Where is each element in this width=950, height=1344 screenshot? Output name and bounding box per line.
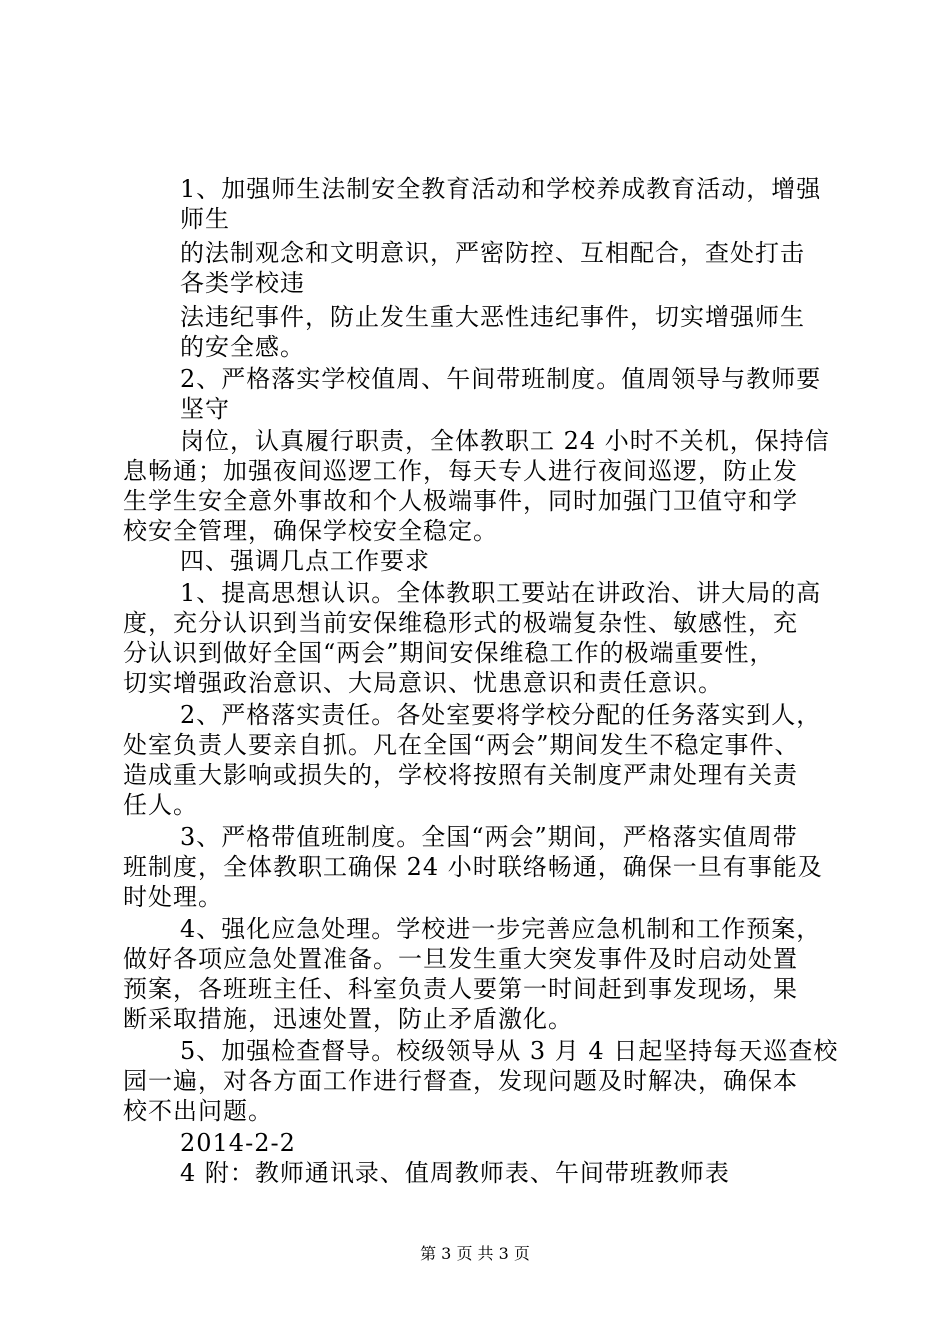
text-line: 度，充分认识到当前安保维稳形式的极端复杂性、敏感性，充 (123, 609, 798, 637)
text-line: 班制度，全体教职工确保 24 小时联络畅通，确保一旦有事能及 (123, 853, 823, 881)
text-line: 3、严格带值班制度。全国“两会”期间，严格落实值周带 (180, 823, 798, 851)
text-line: 4、强化应急处理。学校进一步完善应急机制和工作预案， (180, 915, 822, 943)
text-line: 生学生安全意外事故和个人极端事件，同时加强门卫值守和学 (123, 487, 798, 515)
text-line: 2、严格落实学校值周、午间带班制度。值周领导与教师要 (180, 365, 822, 393)
text-line: 5、加强检查督导。校级领导从 3 月 4 日起坚持每天巡查校 (180, 1037, 839, 1065)
text-line: 分认识到做好全国“两会”期间安保维稳工作的极端重要性， (123, 639, 775, 667)
text-line: 预案，各班班主任、科室负责人要第一时间赶到事发现场，果 (123, 975, 798, 1003)
text-line: 做好各项应急处置准备。一旦发生重大突发事件及时启动处置 (123, 945, 798, 973)
text-line: 校安全管理，确保学校安全稳定。 (123, 517, 498, 545)
text-line: 的法制观念和文明意识，严密防控、互相配合，查处打击 (180, 239, 805, 267)
text-line: 时处理。 (123, 883, 223, 911)
text-line: 处室负责人要亲自抓。凡在全国“两会”期间发生不稳定事件、 (123, 731, 800, 759)
text-line: 息畅通；加强夜间巡逻工作，每天专人进行夜间巡逻，防止发 (123, 457, 798, 485)
text-line: 造成重大影响或损失的，学校将按照有关制度严肃处理有关责 (123, 761, 798, 789)
text-line: 任人。 (123, 791, 198, 819)
text-line: 岗位，认真履行职责，全体教职工 24 小时不关机，保持信 (180, 427, 830, 455)
text-line: 坚守 (180, 395, 230, 423)
text-line: 师生 (180, 205, 230, 233)
text-line: 园一遍，对各方面工作进行督查，发现问题及时解决，确保本 (123, 1067, 798, 1095)
text-line: 切实增强政治意识、大局意识、忧患意识和责任意识。 (123, 669, 723, 697)
attachment-note: 4 附：教师通讯录、值周教师表、午间带班教师表 (180, 1159, 730, 1187)
text-line: 法违纪事件，防止发生重大恶性违纪事件，切实增强师生 (180, 303, 805, 331)
text-line: 的安全感。 (180, 333, 305, 361)
text-line: 校不出问题。 (123, 1097, 273, 1125)
text-line: 1、提高思想认识。全体教职工要站在讲政治、讲大局的高 (180, 579, 822, 607)
document-date: 2014-2-2 (180, 1129, 296, 1157)
text-line: 1、加强师生法制安全教育活动和学校养成教育活动，增强 (180, 175, 822, 203)
text-line: 断采取措施，迅速处置，防止矛盾激化。 (123, 1005, 573, 1033)
text-line: 各类学校违 (180, 269, 305, 297)
page-number-footer: 第 3 页 共 3 页 (420, 1244, 530, 1263)
section-heading: 四、强调几点工作要求 (180, 547, 430, 575)
text-line: 2、严格落实责任。各处室要将学校分配的任务落实到人， (180, 701, 822, 729)
